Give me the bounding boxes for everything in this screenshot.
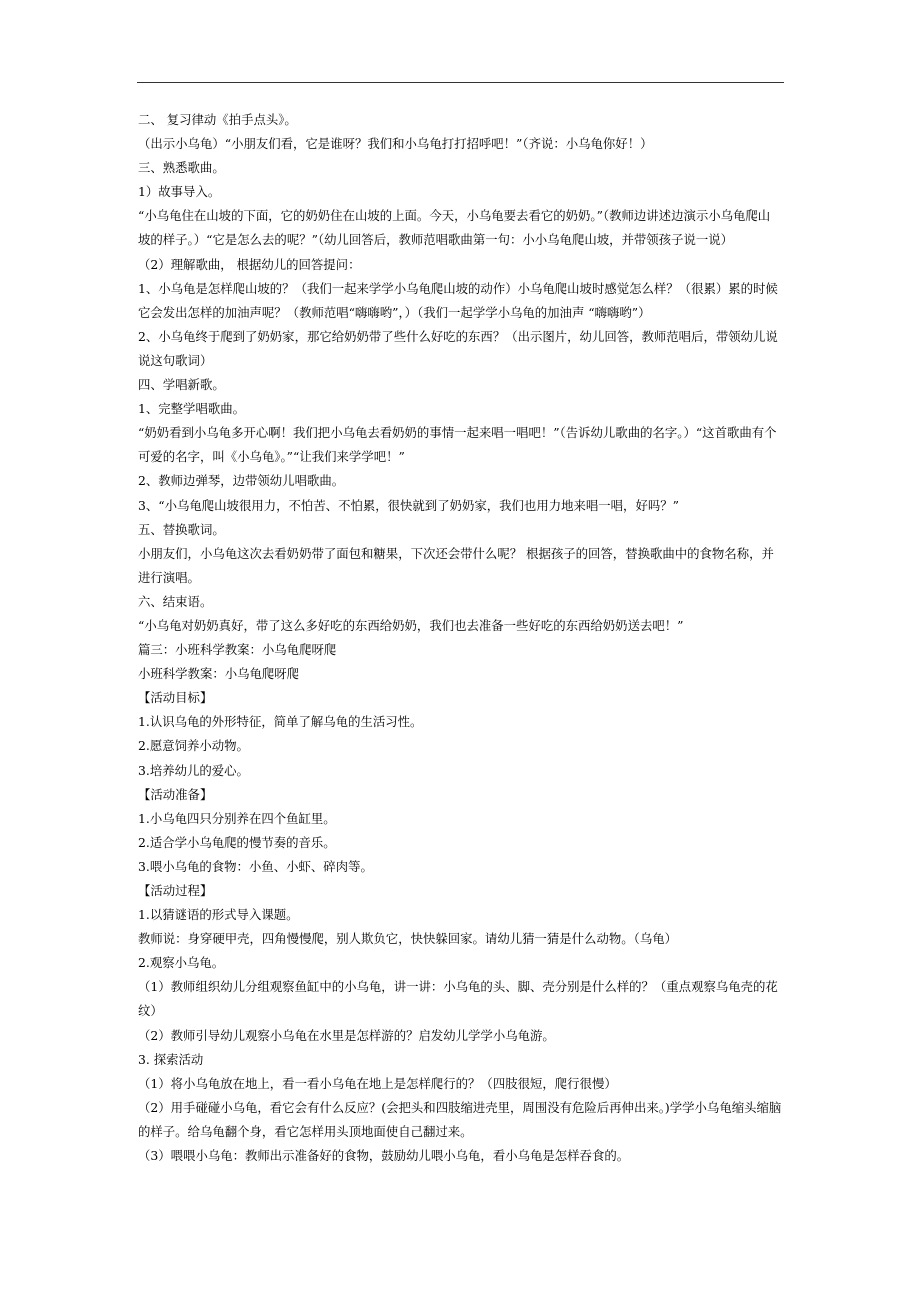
- text-line: 坡的样子。）“它是怎么去的呢？”（幼儿回答后，教师范唱歌曲第一句：小小乌龟爬山坡，并带领孩子说一说）: [138, 232, 734, 248]
- text-line: 三、熟悉歌曲。: [138, 160, 225, 176]
- list-item: 1.认识乌龟的外形特征，简单了解乌龟的生活习性。: [138, 714, 423, 730]
- text-line: 2、教师边弹琴，边带领幼儿唱歌曲。: [138, 473, 345, 489]
- text-line: 1）故事导入。: [138, 184, 221, 200]
- text-line: 五、替换歌词。: [138, 521, 225, 537]
- text-line: 小朋友们，小乌龟这次去看奶奶带了面包和糖果，下次还会带什么呢？ 根据孩子的回答，替换歌曲中的食物名称，并: [138, 545, 774, 561]
- text-line: 四、学唱新歌。: [138, 377, 225, 393]
- list-item: 1.小乌龟四只分别养在四个鱼缸里。: [138, 810, 336, 826]
- section-heading: 【活动准备】: [138, 786, 213, 802]
- text-line: “奶奶看到小乌龟多开心啊！我们把小乌龟去看奶奶的事情一起来唱一唱吧！”（告诉幼儿歌曲的名字。）“这首歌曲有个: [138, 425, 777, 441]
- text-line: （2）理解歌曲， 根据幼儿的回答提问：: [138, 256, 361, 272]
- text-line: 可爱的名字，叫《小乌龟》。”“让我们来学学吧！”: [138, 449, 405, 465]
- text-line: 1、小乌龟是怎样爬山坡的？（我们一起来学学小乌龟爬山坡的动作）小乌龟爬山坡时感觉怎么样？（很累）累的时候: [138, 280, 778, 296]
- text-line: “小乌龟住在山坡的下面，它的奶奶住在山坡的上面。今天，小乌龟要去看它的奶奶。”（教师边讲述边演示小乌龟爬山: [138, 208, 771, 224]
- list-item: 2.愿意饲养小动物。: [138, 738, 249, 754]
- list-item: 1.以猜谜语的形式导入课题。: [138, 907, 299, 923]
- text-line: 它会发出怎样的加油声呢？（教师范唱“嗨嗨哟”，）（我们一起学学小乌龟的加油声 “嗨嗨哟”）: [138, 304, 651, 320]
- text-line: （出示小乌龟）“小朋友们看，它是谁呀？我们和小乌龟打打招呼吧！”（齐说：小乌龟你好！）: [138, 136, 653, 152]
- document-body: [138, 108, 786, 1168]
- text-line: 1、完整学唱歌曲。: [138, 401, 246, 417]
- text-line: 2、小乌龟终于爬到了奶奶家，那它给奶奶带了些什么好吃的东西？（出示图片，幼儿回答，教师范唱后，带领幼儿说: [138, 328, 778, 344]
- list-item: 3.喂小乌龟的食物：小鱼、小虾、碎肉等。: [138, 858, 373, 874]
- list-item: 2.观察小乌龟。: [138, 955, 225, 971]
- text-line: （1）教师组织幼儿分组观察鱼缸中的小乌龟，讲一讲：小乌龟的头、脚、壳分别是什么样的？（重点观察乌龟壳的花: [138, 979, 778, 995]
- list-item: 2.适合学小乌龟爬的慢节奏的音乐。: [138, 834, 336, 850]
- text-line: 二、 复习律动《拍手点头》。: [138, 112, 297, 127]
- section-heading: 【活动过程】: [138, 883, 213, 898]
- section-heading: 【活动目标】: [138, 690, 213, 706]
- list-item: 3. 探索活动: [138, 1051, 204, 1067]
- text-line: 纹）: [138, 1003, 163, 1019]
- text-line: 篇三：小班科学教案：小乌龟爬呀爬: [138, 642, 337, 658]
- text-line: 进行演唱。: [138, 569, 200, 585]
- list-item: 3.培养幼儿的爱心。: [138, 762, 249, 778]
- text-line: 教师说：身穿硬甲壳，四角慢慢爬，别人欺负它，快快躲回家。请幼儿猜一猜是什么动物。（乌龟）: [138, 931, 677, 947]
- text-line: （1）将小乌龟放在地上，看一看小乌龟在地上是怎样爬行的？（四肢很短，爬行很慢）: [138, 1075, 617, 1091]
- text-line: 的样子。给乌龟翻个身，看它怎样用头顶地面使自己翻过来。: [138, 1123, 473, 1139]
- text-line: （3）喂喂小乌龟：教师出示准备好的食物，鼓励幼儿喂小乌龟，看小乌龟是怎样吞食的。: [138, 1148, 630, 1164]
- text-line: （2）教师引导幼儿观察小乌龟在水里是怎样游的？启发幼儿学学小乌龟游。: [138, 1027, 555, 1043]
- text-line: （2）用手碰碰小乌龟，看它会有什么反应？(会把头和四肢缩进壳里，周围没有危险后再伸出来。)学学小乌龟缩头缩脑: [138, 1099, 782, 1115]
- text-line: 六、结束语。: [138, 593, 213, 609]
- header-rule: [137, 82, 784, 83]
- text-line: 3、“小乌龟爬山坡很用力，不怕苦、不怕累，很快就到了奶奶家，我们也用力地来唱一唱，好吗？”: [138, 497, 679, 513]
- text-line: 说这句歌词）: [138, 352, 213, 368]
- text-line: 小班科学教案：小乌龟爬呀爬: [138, 666, 300, 682]
- text-line: “小乌龟对奶奶真好，带了这么多好吃的东西给奶奶，我们也去准备一些好吃的东西给奶奶送去吧！”: [138, 617, 684, 633]
